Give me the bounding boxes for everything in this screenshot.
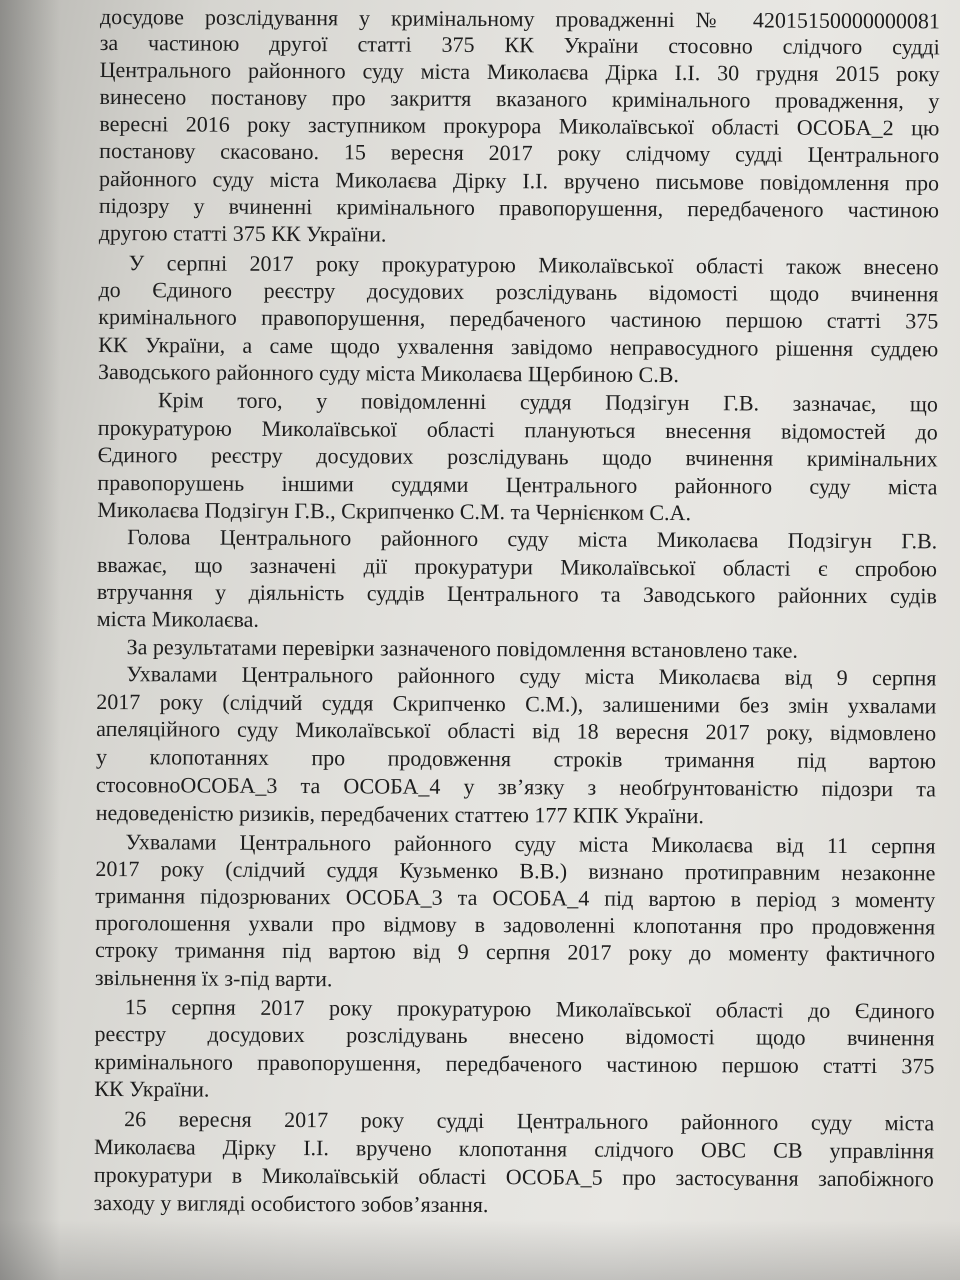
document-line: проголошення ухвали про відмову в задоволенні клопотання про продовження (95, 909, 936, 940)
document-line: прокуратурою Миколаївської області плануються внесення відомостей до (97, 414, 938, 445)
document-line: КК України. (94, 1075, 210, 1102)
document-line: вересні 2016 року заступником прокурора Миколаївської області ОСОБА_2 цю (99, 110, 940, 141)
document-line: правопорушень іншими суддями Центрального районного суду міста (97, 469, 938, 500)
document-page (93, 0, 940, 1218)
document-line: досудове розслідування у кримінальному провадженні № 42015150000000081 (99, 3, 940, 34)
page-shadow-left (0, 0, 60, 1280)
document-line: Голова Центрального районного суду міста Миколаєва Подзігун Г.В. (127, 524, 938, 554)
document-line: підозру у вчиненні кримінального правопорушення, передбаченого частиною (98, 192, 939, 223)
document-line: 2017 року (слідчий суддя Кузьменко В.В.) визнано протиправним незаконне (95, 855, 936, 886)
document-line: 15 серпня 2017 року прокуратурою Миколаївської області до Єдиного (124, 994, 935, 1024)
document-line: прокуратури в Миколаївській області ОСОБА_5 про застосування запобіжного (93, 1161, 934, 1192)
document-line: міста Миколаєва. (96, 605, 259, 632)
document-line: Ухвалами Центрального районного суду міста Миколаєва від 9 серпня (126, 661, 937, 691)
document-line: За результатами перевірки зазначеного повідомлення встановлено таке. (126, 634, 798, 663)
document-line: апеляційного суду Миколаївської області від 18 вересня 2017 року, відмовлено (96, 715, 937, 746)
document-line: У серпні 2017 року прокуратурою Миколаївської області також внесено (128, 250, 939, 280)
document-line: втручання у діяльність суддів Центрального та Заводського районних судів (96, 578, 937, 609)
document-line: до Єдиного реєстру досудових розслідувань відомості щодо вчинення (98, 276, 939, 307)
document-line: у клопотаннях про продовження строків тримання під вартою (95, 743, 937, 774)
document-line: Центрального районного суду міста Миколаєва Дірка І.І. 30 грудня 2015 року (99, 56, 940, 87)
document-line: вважає, що зазначені дії прокуратури Миколаївської області є спробою (96, 551, 938, 582)
document-line: постанову скасовано. 15 вересня 2017 року слідчому судді Центрального (99, 137, 940, 168)
document-line: 2017 року (слідчий суддя Скрипченко С.М.), залишеними без змін ухвалами (96, 688, 937, 719)
document-line: 26 вересня 2017 року судді Центрального районного суду міста (124, 1106, 935, 1136)
document-line: звільнення їх з-під варти. (94, 964, 333, 992)
document-line: Ухвалами Центрального районного суду міста Миколаєва від 11 серпня (125, 829, 936, 859)
document-line: стосовноОСОБА_3 та ОСОБА_4 у зв’язку з необґрунтованістю підозри та (95, 771, 936, 802)
page-shadow-bottom (0, 1220, 960, 1280)
document-line: Миколаєва Подзігун Г.В., Скрипченко С.М. та Чернієнком С.А. (97, 496, 692, 526)
document-line: заходу у вигляді особистого зобов’язання. (93, 1189, 489, 1218)
document-line: кримінального правопорушення, передбаченого частиною першою статті 375 (94, 1048, 935, 1079)
document-line: недоведеністю ризиків, передбачених статтею 177 КПК України. (95, 799, 704, 829)
document-line: районного суду міста Миколаєва Дірку І.І. вручено письмове повідомлення про (98, 165, 940, 196)
document-line: Заводського районного суду міста Миколаєва Щербиною С.В. (97, 358, 679, 388)
document-line: Крім того, у повідомленні суддя Подзігун Г.В. зазначає, що (157, 387, 938, 417)
document-line: Єдиного реєстру досудових розслідувань щодо вчинення кримінальних (97, 441, 938, 472)
document-line: за частиною другої статті 375 КК України стосовно слідчого судді (99, 29, 940, 60)
document-line: Миколаєва Дірку І.І. вручено клопотання слідчого ОВС СВ управління (93, 1133, 935, 1164)
document-line: строку тримання під вартою від 9 серпня 2017 року до моменту фактичного (94, 936, 936, 967)
document-line: другою статті 375 КК України. (98, 219, 387, 247)
document-line: тримання підозрюваних ОСОБА_3 та ОСОБА_4 під вартою в період з моменту (95, 882, 936, 913)
document-line: КК України, а саме щодо ухвалення завідомо неправосудного рішення суддею (98, 331, 939, 362)
document-line: кримінального правопорушення, передбаченого частиною першою статті 375 (98, 303, 939, 334)
document-line: реєстру досудових розслідувань внесено відомості щодо вчинення (94, 1020, 935, 1051)
document-line: винесено постанову про закриття вказаного кримінального провадження, у (99, 83, 940, 114)
